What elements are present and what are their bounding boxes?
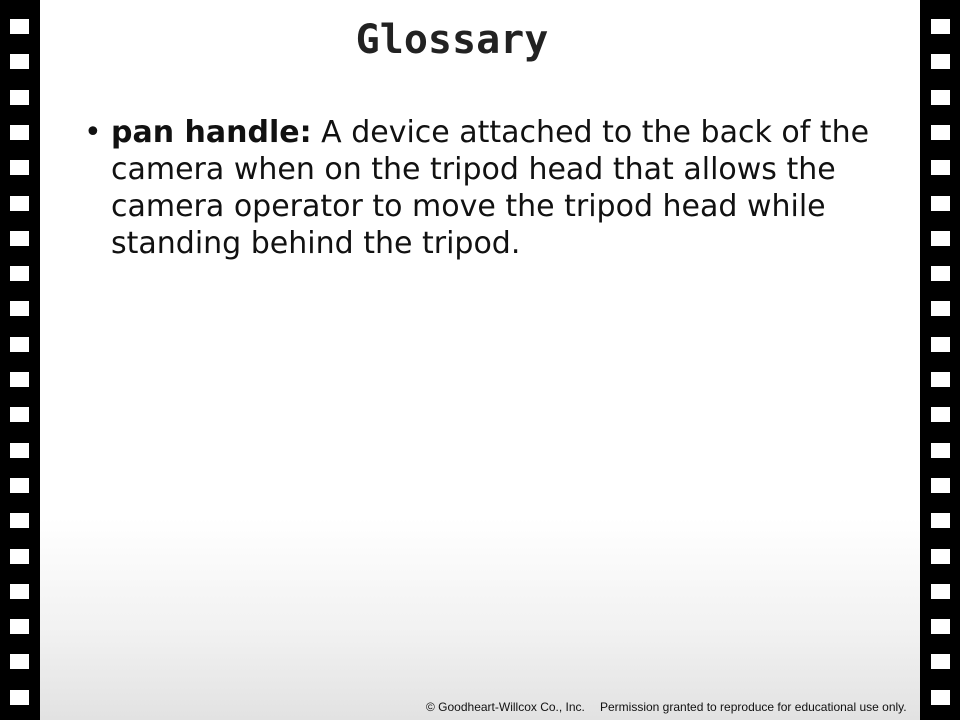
filmstrip-sprocket-hole: [10, 90, 29, 105]
filmstrip-sprocket-hole: [931, 478, 950, 493]
filmstrip-sprocket-hole: [931, 654, 950, 669]
filmstrip-sprocket-hole: [931, 266, 950, 281]
filmstrip-sprocket-hole: [10, 266, 29, 281]
filmstrip-sprocket-hole: [10, 443, 29, 458]
filmstrip-sprocket-hole: [931, 690, 950, 705]
filmstrip-sprocket-hole: [931, 196, 950, 211]
filmstrip-sprocket-hole: [10, 513, 29, 528]
filmstrip-sprocket-hole: [10, 549, 29, 564]
glossary-term: pan handle:: [111, 115, 312, 150]
filmstrip-sprocket-hole: [10, 54, 29, 69]
filmstrip-right-border: [920, 0, 960, 720]
filmstrip-left-border: [0, 0, 40, 720]
glossary-definition: A device attached to the back of the camera when on the tripod head that allows the camera operator to move the tripod head while standing behind the tripod.: [111, 115, 870, 261]
filmstrip-sprocket-hole: [10, 584, 29, 599]
filmstrip-sprocket-hole: [931, 549, 950, 564]
filmstrip-sprocket-hole: [10, 19, 29, 34]
filmstrip-sprocket-hole: [10, 160, 29, 175]
filmstrip-sprocket-hole: [931, 54, 950, 69]
filmstrip-sprocket-hole: [931, 301, 950, 316]
filmstrip-sprocket-hole: [931, 337, 950, 352]
filmstrip-sprocket-hole: [10, 690, 29, 705]
filmstrip-sprocket-hole: [931, 513, 950, 528]
glossary-entry: [84, 114, 874, 262]
footer-permission-notice: Permission granted to reproduce for educational use only.: [600, 700, 907, 714]
filmstrip-sprocket-hole: [931, 19, 950, 34]
filmstrip-sprocket-hole: [931, 619, 950, 634]
filmstrip-sprocket-hole: [931, 407, 950, 422]
filmstrip-sprocket-hole: [931, 584, 950, 599]
filmstrip-sprocket-hole: [931, 160, 950, 175]
filmstrip-sprocket-hole: [10, 231, 29, 246]
filmstrip-sprocket-hole: [10, 619, 29, 634]
filmstrip-sprocket-hole: [10, 196, 29, 211]
footer-copyright: © Goodheart-Willcox Co., Inc.: [426, 700, 585, 714]
filmstrip-sprocket-hole: [10, 301, 29, 316]
filmstrip-sprocket-hole: [10, 125, 29, 140]
filmstrip-sprocket-hole: [10, 372, 29, 387]
filmstrip-sprocket-hole: [931, 125, 950, 140]
filmstrip-sprocket-hole: [10, 407, 29, 422]
filmstrip-sprocket-hole: [10, 337, 29, 352]
filmstrip-sprocket-hole: [931, 443, 950, 458]
bullet-icon: •: [84, 115, 102, 150]
filmstrip-sprocket-hole: [10, 654, 29, 669]
filmstrip-sprocket-hole: [931, 90, 950, 105]
slide-content-area: [40, 0, 920, 720]
glossary-bullet-list: [84, 114, 874, 262]
filmstrip-sprocket-hole: [931, 372, 950, 387]
filmstrip-sprocket-hole: [931, 231, 950, 246]
filmstrip-sprocket-hole: [10, 478, 29, 493]
slide-title: Glossary: [355, 17, 549, 63]
